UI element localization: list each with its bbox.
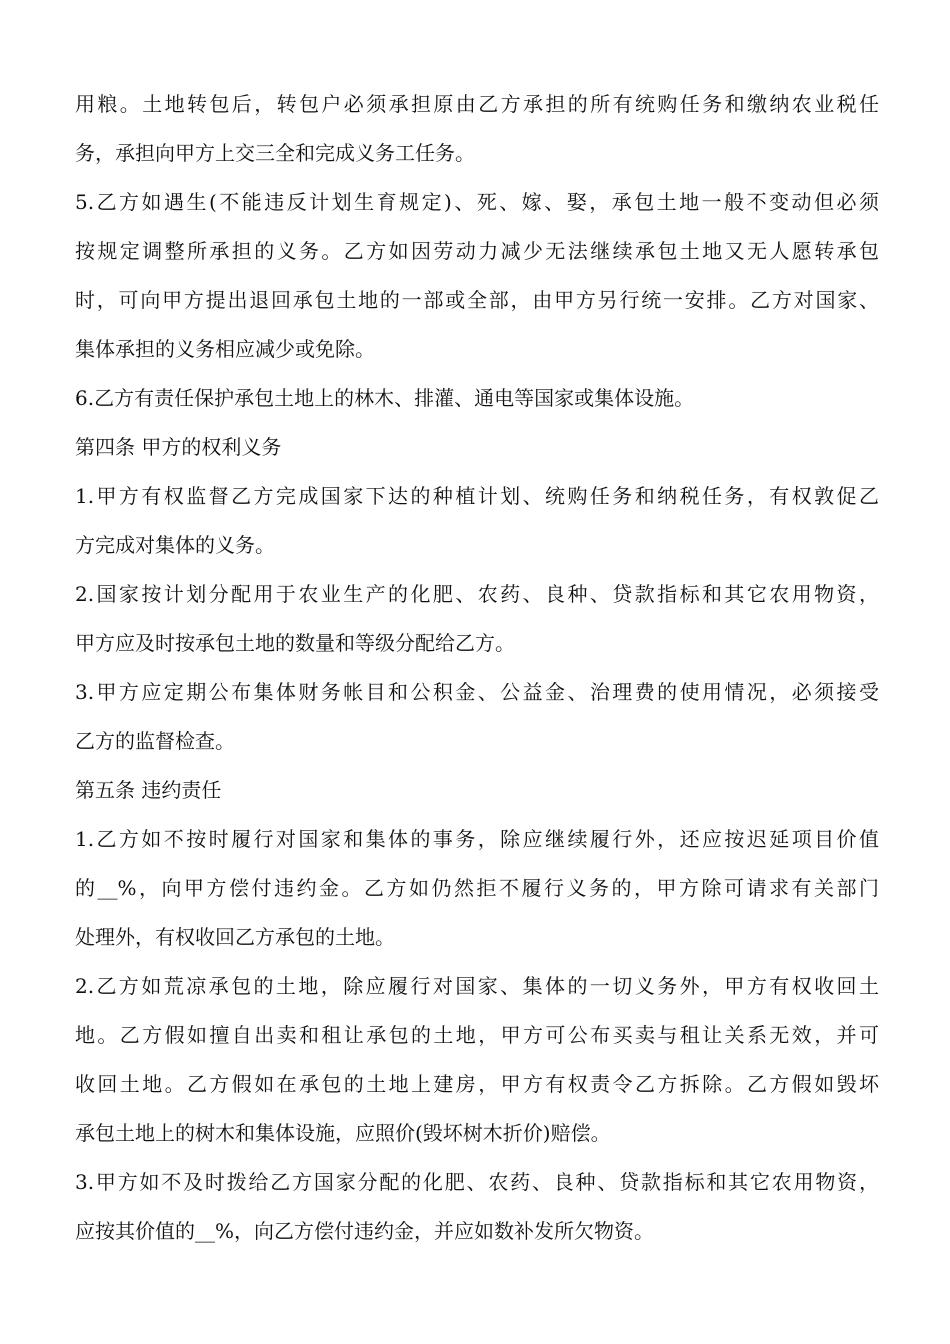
- text-line: 应按其价值的__%，向乙方偿付违约金，并应如数补发所欠物资。: [75, 1219, 655, 1243]
- text-line: 集体承担的义务相应减少或免除。: [75, 337, 375, 361]
- text-line: 按规定调整所承担的义务。乙方如因劳动力减少无法继续承包土地又无人愿转承包: [75, 239, 879, 263]
- text-line: 6.乙方有责任保护承包土地上的林木、排灌、通电等国家或集体设施。: [75, 386, 695, 410]
- section-heading: 第四条 甲方的权利义务: [75, 435, 282, 459]
- text-line: 1.甲方有权监督乙方完成国家下达的种植计划、统购任务和纳税任务，有权敦促乙: [75, 484, 879, 508]
- text-line: 乙方的监督检查。: [75, 729, 235, 753]
- text-line: 的__%，向甲方偿付违约金。乙方如仍然拒不履行义务的，甲方除可请求有关部门: [75, 876, 879, 900]
- text-line: 3.甲方应定期公布集体财务帐目和公积金、公益金、治理费的使用情况，必须接受: [75, 680, 879, 704]
- text-line: 务，承担向甲方上交三全和完成义务工任务。: [75, 141, 475, 165]
- text-line: 5.乙方如遇生(不能违反计划生育规定)、死、嫁、娶，承包土地一般不变动但必须: [75, 190, 879, 214]
- text-line: 甲方应及时按承包土地的数量和等级分配给乙方。: [75, 631, 515, 655]
- text-line: 承包土地上的树木和集体设施，应照价(毁坏树木折价)赔偿。: [75, 1121, 611, 1145]
- text-line: 1.乙方如不按时履行对国家和集体的事务，除应继续履行外，还应按迟延项目价值: [75, 827, 879, 851]
- text-line: 用粮。土地转包后，转包户必须承担原由乙方承担的所有统购任务和缴纳农业税任: [75, 92, 879, 116]
- text-line: 方完成对集体的义务。: [75, 533, 275, 557]
- document-body: [75, 80, 879, 1256]
- text-line: 收回土地。乙方假如在承包的土地上建房，甲方有权责令乙方拆除。乙方假如毁坏: [75, 1072, 879, 1096]
- text-line: 3.甲方如不及时拨给乙方国家分配的化肥、农药、良种、贷款指标和其它农用物资，: [75, 1170, 879, 1194]
- text-line: 2.乙方如荒凉承包的土地，除应履行对国家、集体的一切义务外，甲方有权收回土: [75, 974, 879, 998]
- text-line: 地。乙方假如擅自出卖和租让承包的土地，甲方可公布买卖与租让关系无效，并可: [75, 1023, 879, 1047]
- text-line: 2.国家按计划分配用于农业生产的化肥、农药、良种、贷款指标和其它农用物资，: [75, 582, 879, 606]
- text-line: 处理外，有权收回乙方承包的土地。: [75, 925, 395, 949]
- section-heading: 第五条 违约责任: [75, 778, 222, 802]
- text-line: 时，可向甲方提出退回承包土地的一部或全部，由甲方另行统一安排。乙方对国家、: [75, 288, 879, 312]
